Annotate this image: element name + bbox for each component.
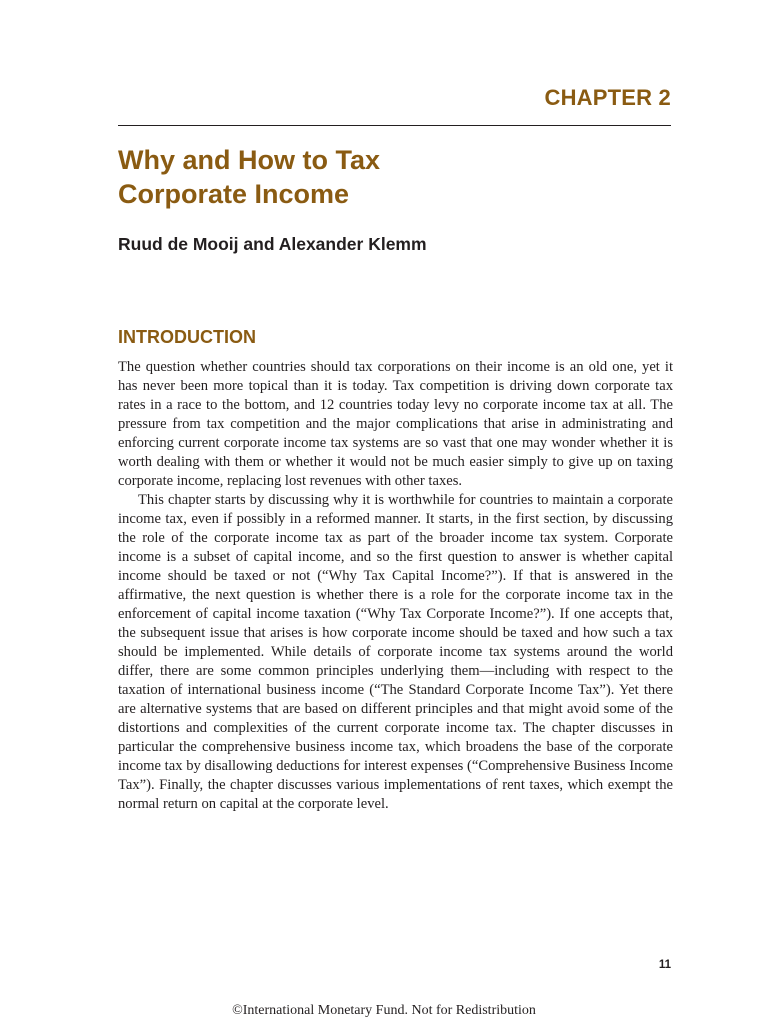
chapter-authors: Ruud de Mooij and Alexander Klemm [118,234,427,254]
section-heading: INTRODUCTION [118,327,256,347]
chapter-title-line-1: Why and How to Tax [118,145,380,175]
chapter-label: CHAPTER 2 [544,85,671,110]
section-body [118,358,673,814]
page-number: 11 [658,959,671,971]
header-rule [118,125,671,126]
paragraph-1: The question whether countries should tax corporations on their income is an old one, yet it has never been more topical than it is today. Tax competition is driving down corporate tax rates in a race to the bottom, and 12 countries today levy no corporate income tax at all. The pressure from tax competition and the major complications that arise in administrating and enforcing current corporate income tax systems are so vast that one may wonder whether it is worth dealing with them or whether it would not be much easier simply to give up on taxing corporate income, replacing lost revenues with other taxes. [118,359,673,489]
chapter-title [118,143,380,211]
paragraph-2: This chapter starts by discussing why it is worthwhile for countries to maintain a corporate income tax, even if possibly in a reformed manner. It starts, in the first section, by discussing the role of the corporate income tax as part of the broader income tax system. Corporate income is a subset of capital income, and so the first question to answer is whether capital income should be taxed or not (“Why Tax Capital Income?”). If that is answered in the affirmative, the next question is whether there is a role for the corporate income tax in the enforcement of capital income taxation (“Why Tax Corporate Income?”). If one accepts that, the subsequent issue that arises is how corporate income should be taxed and how such a tax should be implemented. While details of corporate income tax systems around the world differ, there are some common principles underlying them—including with respect to the taxation of international business income (“The Standard Corporate Income Tax”). Yet there are alternative systems that are based on different principles and that might avoid some of the distortions and complexities of the current corporate income tax. The chapter discusses in particular the comprehensive business income tax, which broadens the base of the corporate income tax by disallowing deductions for interest expenses (“Comprehensive Business Income Tax”). Finally, the chapter discusses various implementations of rent taxes, which exempt the normal return on capital at the corporate level. [118,492,673,812]
footer-notice: ©International Monetary Fund. Not for Redistribution [232,1003,536,1018]
chapter-title-line-2: Corporate Income [118,179,350,209]
